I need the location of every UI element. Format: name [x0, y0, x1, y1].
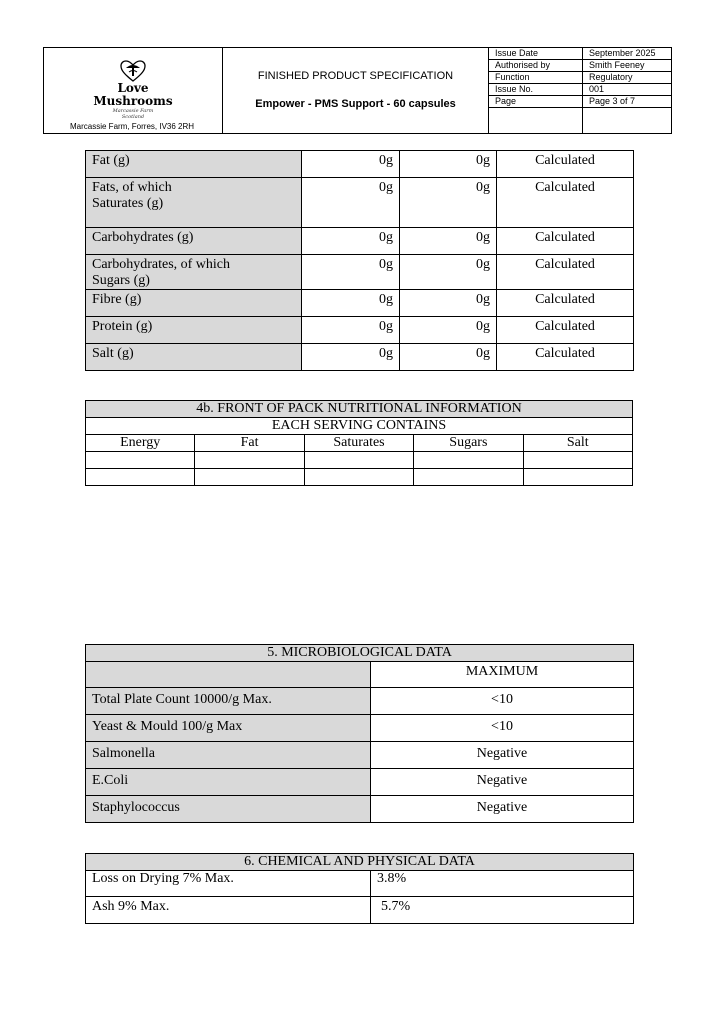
table-row	[86, 178, 634, 228]
front-of-pack-table	[85, 400, 633, 486]
test-value: 5.7%	[371, 897, 634, 924]
nutrient-method: Calculated	[497, 290, 634, 317]
nutrient-value: 0g	[302, 178, 400, 228]
nutrient-label: Salt (g)	[86, 344, 302, 371]
test-value: Negative	[371, 742, 634, 769]
table-row	[86, 452, 633, 469]
section-title: 5. MICROBIOLOGICAL DATA	[86, 645, 634, 662]
test-label: Ash 9% Max.	[86, 897, 371, 924]
nutrient-value: 0g	[400, 178, 497, 228]
test-label: Total Plate Count 10000/g Max.	[86, 688, 371, 715]
chemical-table	[85, 853, 634, 924]
empty-cell	[414, 452, 523, 469]
nutrient-value: 0g	[400, 317, 497, 344]
empty-cell	[304, 452, 413, 469]
column-header: MAXIMUM	[371, 662, 634, 688]
nutrient-label: Carbohydrates (g)	[86, 228, 302, 255]
test-value: <10	[371, 715, 634, 742]
test-value: Negative	[371, 796, 634, 823]
nutrition-table	[85, 150, 634, 371]
table-row	[86, 688, 634, 715]
logo-sub-country: Scotland	[121, 114, 145, 120]
nutrient-value: 0g	[400, 344, 497, 371]
meta-label-empty	[489, 108, 583, 134]
nutrient-value: 0g	[400, 290, 497, 317]
empty-cell	[414, 469, 523, 486]
table-row	[86, 255, 634, 290]
test-value: 3.8%	[371, 871, 634, 897]
empty-cell	[86, 452, 195, 469]
table-row	[86, 897, 634, 924]
meta-label: Issue Date	[489, 48, 583, 60]
column-header: Fat	[195, 435, 304, 452]
table-row	[86, 742, 634, 769]
meta-value-empty	[583, 108, 672, 134]
nutrient-value: 0g	[302, 255, 400, 290]
company-address: Marcassie Farm, Forres, IV36 2RH	[70, 122, 195, 131]
nutrient-label: Protein (g)	[86, 317, 302, 344]
table-row	[86, 317, 634, 344]
meta-label: Function	[489, 72, 583, 84]
title-cell	[223, 48, 489, 134]
test-label: Staphylococcus	[86, 796, 371, 823]
document-title: FINISHED PRODUCT SPECIFICATION	[257, 70, 454, 82]
table-row	[86, 715, 634, 742]
test-label: Yeast & Mould 100/g Max	[86, 715, 371, 742]
section-title: 6. CHEMICAL AND PHYSICAL DATA	[86, 854, 634, 871]
column-header: Energy	[86, 435, 195, 452]
empty-cell	[195, 469, 304, 486]
empty-header-cell	[86, 662, 371, 688]
nutrient-label: Fats, of which Saturates (g)	[86, 178, 302, 228]
nutrient-method: Calculated	[497, 151, 634, 178]
table-row	[86, 344, 634, 371]
logo-sub-farm: Marcassie Farm	[112, 108, 154, 114]
nutrient-method: Calculated	[497, 344, 634, 371]
microbiological-table	[85, 644, 634, 823]
table-row	[86, 871, 634, 897]
nutrient-method: Calculated	[497, 317, 634, 344]
product-name: Empower - PMS Support - 60 capsules	[255, 98, 456, 110]
nutrient-value: 0g	[400, 255, 497, 290]
nutrient-value: 0g	[400, 151, 497, 178]
logo-text-love: Love	[117, 81, 149, 95]
empty-cell	[523, 469, 632, 486]
nutrient-label: Fat (g)	[86, 151, 302, 178]
table-header-row	[86, 435, 633, 452]
table-row	[86, 769, 634, 796]
table-row	[86, 151, 634, 178]
nutrient-value: 0g	[302, 290, 400, 317]
nutrient-label: Fibre (g)	[86, 290, 302, 317]
empty-cell	[304, 469, 413, 486]
nutrient-value: 0g	[400, 228, 497, 255]
nutrient-method: Calculated	[497, 228, 634, 255]
test-label: Salmonella	[86, 742, 371, 769]
test-value: Negative	[371, 769, 634, 796]
nutrient-value: 0g	[302, 344, 400, 371]
column-header: Sugars	[414, 435, 523, 452]
nutrient-value: 0g	[302, 317, 400, 344]
test-label: Loss on Drying 7% Max.	[86, 871, 371, 897]
column-header: Salt	[523, 435, 632, 452]
nutrient-method: Calculated	[497, 255, 634, 290]
section-subtitle: EACH SERVING CONTAINS	[86, 418, 633, 435]
document-header	[43, 47, 672, 134]
empty-cell	[86, 469, 195, 486]
meta-label: Issue No.	[489, 84, 583, 96]
table-row	[86, 228, 634, 255]
test-label: E.Coli	[86, 769, 371, 796]
meta-value: Smith Feeney	[583, 60, 672, 72]
table-row	[86, 796, 634, 823]
column-header: Saturates	[304, 435, 413, 452]
logo-text-mushrooms: Mushrooms	[93, 94, 173, 108]
table-row	[86, 469, 633, 486]
empty-cell	[195, 452, 304, 469]
empty-cell	[523, 452, 632, 469]
section-title: 4b. FRONT OF PACK NUTRITIONAL INFORMATION	[86, 401, 633, 418]
test-value: <10	[371, 688, 634, 715]
meta-value: 001	[583, 84, 672, 96]
meta-value: September 2025	[583, 48, 672, 60]
nutrient-method: Calculated	[497, 178, 634, 228]
nutrient-label: Carbohydrates, of which Sugars (g)	[86, 255, 302, 290]
meta-value: Regulatory	[583, 72, 672, 84]
heart-mushroom-icon	[120, 60, 146, 82]
table-row	[86, 290, 634, 317]
logo-cell	[44, 48, 223, 134]
meta-label: Page	[489, 96, 583, 108]
meta-value: Page 3 of 7	[583, 96, 672, 108]
nutrient-value: 0g	[302, 151, 400, 178]
meta-label: Authorised by	[489, 60, 583, 72]
nutrient-value: 0g	[302, 228, 400, 255]
company-logo	[44, 60, 222, 120]
